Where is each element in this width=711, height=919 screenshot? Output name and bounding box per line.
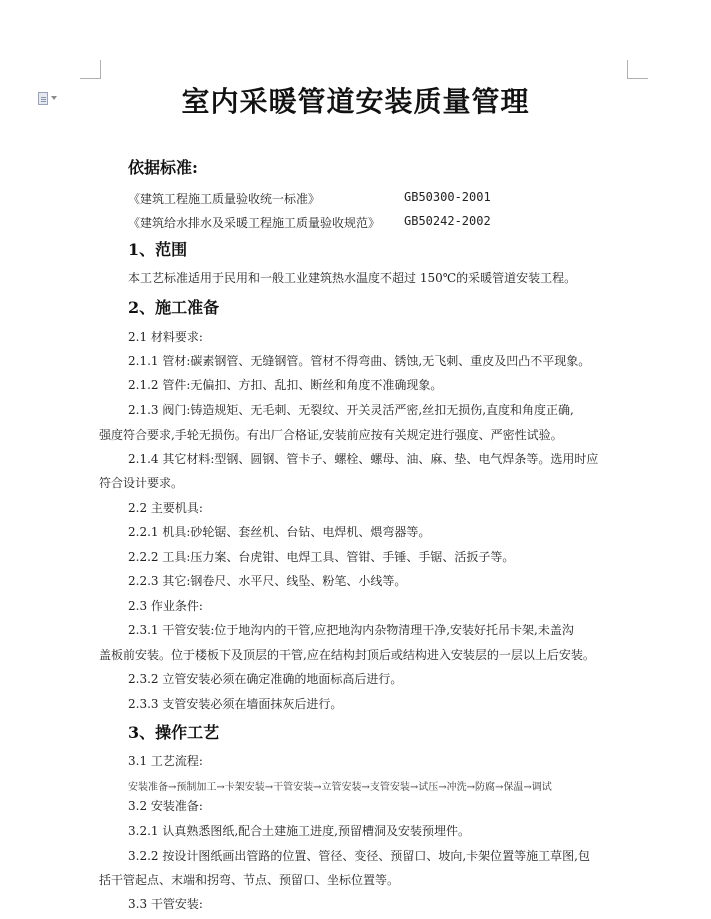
paragraph-line: 2.2.3 其它:钢卷尺、水平尺、线坠、粉笔、小线等。 [128, 574, 407, 588]
standard-name: 《建筑工程施工质量验收统一标准》 [128, 192, 321, 206]
paragraph-line: 3.2.1 认真熟悉图纸,配合土建施工进度,预留槽洞及安装预埋件。 [128, 824, 470, 838]
paragraph-line: 盖板前安装。位于楼板下及顶层的干管,应在结构封顶后或结构进入安装层的一层以上后安装。 [99, 648, 595, 662]
section-heading-process: 3、操作工艺 [128, 723, 220, 742]
basis-heading: 依据标准: [128, 158, 198, 177]
paragraph-line: 3.2 安装准备: [128, 799, 203, 813]
paragraph-line: 括干管起点、末端和拐弯、节点、预留口、坐标位置等。 [99, 873, 400, 887]
paragraph-line: 3.3 干管安装: [128, 897, 203, 911]
paragraph-line: 2.2.1 机具:砂轮锯、套丝机、台钻、电焊机、煨弯器等。 [128, 525, 431, 539]
paragraph-line: 2.2.2 工具:压力案、台虎钳、电焊工具、管钳、手锤、手锯、活扳子等。 [128, 550, 515, 564]
section-heading-scope: 1、范围 [128, 240, 188, 259]
paragraph-line: 符合设计要求。 [99, 476, 184, 490]
paragraph-line: 3.1 工艺流程: [128, 754, 203, 768]
scope-paragraph: 本工艺标准适用于民用和一般工业建筑热水温度不超过 150℃的采暖管道安装工程。 [128, 271, 577, 285]
paragraph-line: 2.3.2 立管安装必须在确定准确的地面标高后进行。 [128, 672, 403, 686]
standard-code: GB50242-2002 [404, 214, 491, 228]
paragraph-line: 2.3.1 干管安装:位于地沟内的干管,应把地沟内杂物清理干净,安装好托吊卡架,未盖沟 [128, 623, 574, 637]
paragraph-line: 2.1.2 管件:无偏扣、方扣、乱扣、断丝和角度不准确现象。 [128, 378, 443, 392]
standard-code: GB50300-2001 [404, 190, 491, 204]
paragraph-line: 2.3 作业条件: [128, 599, 203, 613]
page-title: 室内采暖管道安装质量管理 [181, 85, 530, 118]
paragraph-line: 3.2.2 按设计图纸画出管路的位置、管径、变径、预留口、坡向,卡架位置等施工草图,包 [128, 849, 590, 863]
paragraph-line: 2.1.4 其它材料:型钢、圆钢、管卡子、螺栓、螺母、油、麻、垫、电气焊条等。选用时应 [128, 452, 599, 466]
section-heading-preparation: 2、施工准备 [128, 298, 220, 317]
paragraph-line: 2.2 主要机具: [128, 501, 203, 515]
paragraph-line: 2.1.3 阀门:铸造规矩、无毛刺、无裂纹、开关灵活严密,丝扣无损伤,直度和角度正确, [128, 403, 574, 417]
paragraph-line: 2.3.3 支管安装必须在墙面抹灰后进行。 [128, 697, 343, 711]
paragraph-line: 2.1.1 管材:碳素钢管、无缝钢管。管材不得弯曲、锈蚀,无飞刺、重皮及凹凸不平现象。 [128, 354, 591, 368]
paragraph-line: 强度符合要求,手轮无损伤。有出厂合格证,安装前应按有关规定进行强度、严密性试验。 [99, 428, 563, 442]
page-margin-corner-right [627, 60, 648, 79]
process-flow-line: 安装准备→预制加工→卡架安装→干管安装→立管安装→支管安装→试压→冲洗→防腐→保温→调试 [128, 782, 552, 793]
standard-name: 《建筑给水排水及采暖工程施工质量验收规范》 [128, 216, 381, 230]
page-margin-corner-left [80, 60, 101, 79]
paragraph-line: 2.1 材料要求: [128, 330, 203, 344]
